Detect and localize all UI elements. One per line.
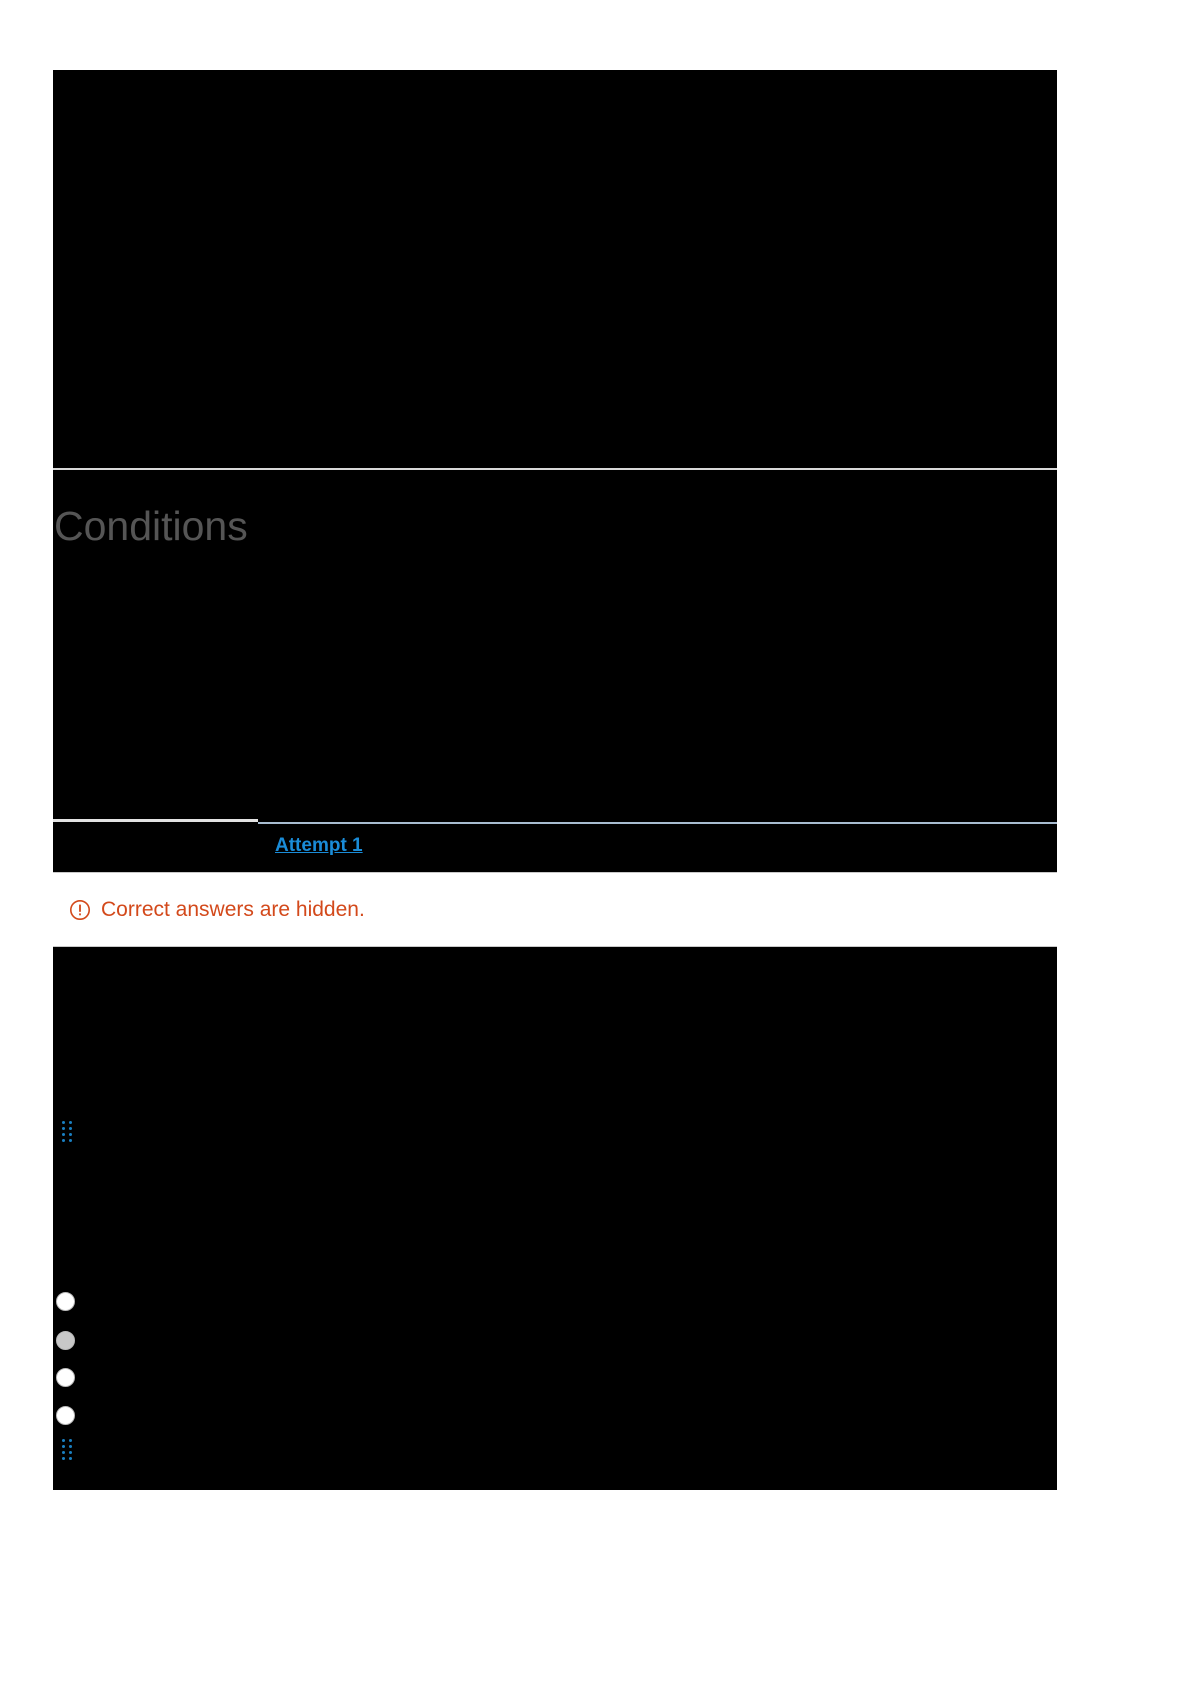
question-body <box>53 947 1057 1490</box>
conditions-section <box>53 470 1057 820</box>
divider-attempt-left <box>53 819 258 822</box>
quiz-header-area <box>53 70 1057 468</box>
answer-radio-1[interactable] <box>56 1292 75 1311</box>
answer-radio-3[interactable] <box>56 1368 75 1387</box>
alert-message: Correct answers are hidden. <box>101 897 365 921</box>
exclamation-circle-icon <box>69 899 91 921</box>
drag-handle-icon[interactable] <box>62 1121 76 1143</box>
attempt-tab-bar <box>53 824 1057 872</box>
tab-attempt-1[interactable]: Attempt 1 <box>275 835 363 856</box>
answer-radio-2[interactable] <box>56 1331 75 1350</box>
hidden-answers-alert <box>53 872 1057 947</box>
page-title: Conditions <box>54 503 248 549</box>
quiz-panel <box>53 70 1057 1490</box>
answer-radio-4[interactable] <box>56 1406 75 1425</box>
drag-handle-icon[interactable] <box>62 1439 76 1461</box>
